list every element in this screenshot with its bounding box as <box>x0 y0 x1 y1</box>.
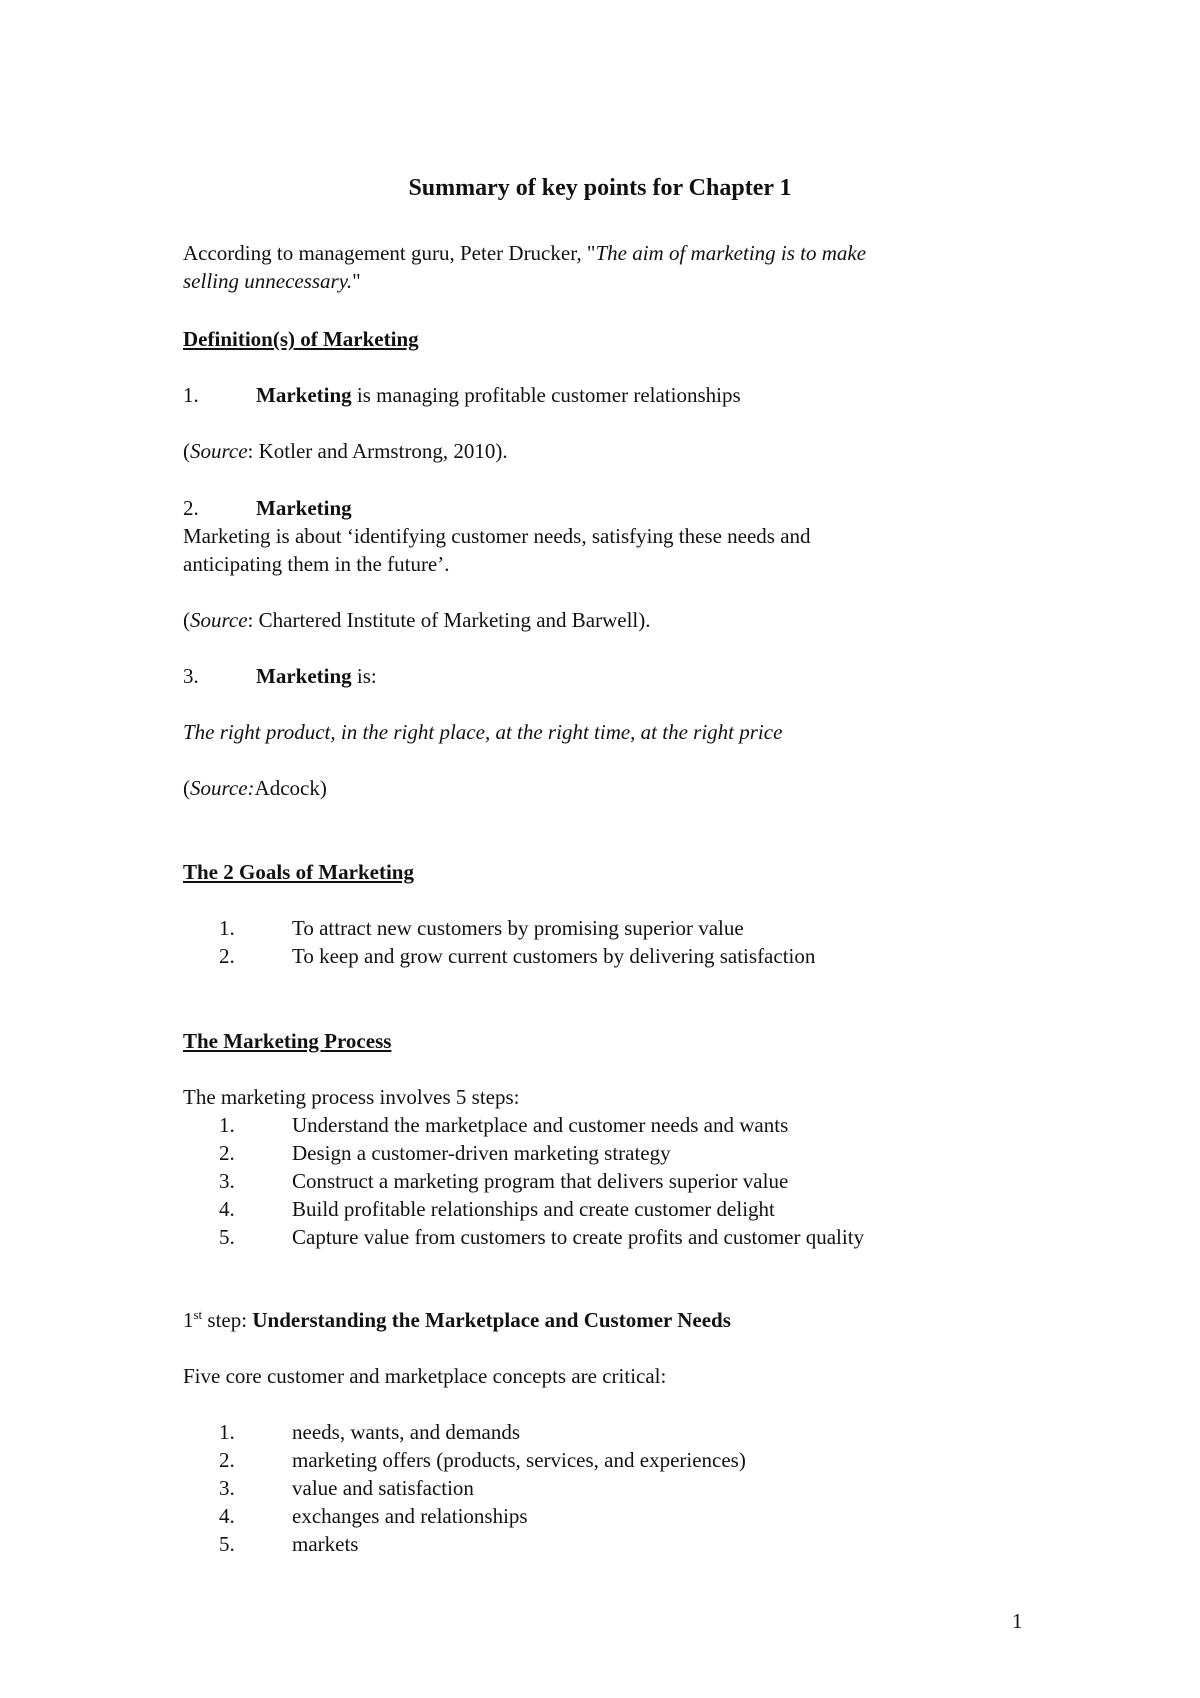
def2-source-label: Source <box>190 608 248 632</box>
def3-quote <box>183 718 782 746</box>
def3-source-label: Source: <box>190 776 255 800</box>
process-item: Build profitable relationships and create customer delight <box>292 1197 775 1221</box>
process-item: Design a customer-driven marketing strategy <box>292 1141 671 1165</box>
concept-item: markets <box>292 1532 359 1556</box>
def2-term-bold: Marketing <box>256 496 352 520</box>
goal-item: To keep and grow current customers by delivering satisfaction <box>292 944 816 968</box>
concept-item: marketing offers (products, services, and experiences) <box>292 1448 746 1472</box>
def2-source <box>183 606 651 634</box>
step1-ordinal-suffix: st <box>193 1307 203 1322</box>
process-number: 1. <box>219 1113 235 1137</box>
def2-source-open: ( <box>183 608 190 632</box>
page-title: Summary of key points for Chapter 1 <box>408 175 792 201</box>
def1-rest: is managing profitable customer relationships <box>351 383 741 407</box>
process-intro: The marketing process involves 5 steps: <box>183 1085 520 1109</box>
def3-text <box>256 662 377 690</box>
concept-item: exchanges and relationships <box>292 1504 528 1528</box>
intro-prefix: According to management guru, Peter Drucker, " <box>183 241 596 265</box>
process-number: 4. <box>219 1197 235 1221</box>
process-number: 5. <box>219 1225 235 1249</box>
def3-source <box>183 774 327 802</box>
def3-rest: is: <box>351 664 377 688</box>
def2-line-1: Marketing is about ‘identifying customer needs, satisfying these needs and <box>183 524 811 548</box>
def2-term <box>256 494 352 522</box>
def1-source-text: : Kotler and Armstrong, 2010). <box>247 439 508 463</box>
def2-source-text: : Chartered Institute of Marketing and Barwell). <box>247 608 651 632</box>
def1-number: 1. <box>183 383 199 407</box>
def3-quote-italic: The right product, in the right place, at the right time, at the right price <box>183 720 783 744</box>
goal-number: 1. <box>219 916 235 940</box>
def1-source-open: ( <box>183 439 190 463</box>
definitions-heading: Definition(s) of Marketing <box>183 327 419 351</box>
process-item: Construct a marketing program that delivers superior value <box>292 1169 789 1193</box>
def2-number: 2. <box>183 496 199 520</box>
step1-label: step: <box>202 1308 253 1332</box>
step1-heading: Understanding the Marketplace and Customer Needs <box>252 1308 731 1332</box>
def1-source-label: Source <box>190 439 248 463</box>
def3-source-text: Adcock) <box>254 776 327 800</box>
goal-item: To attract new customers by promising superior value <box>292 916 744 940</box>
step1-ordinal: 1 <box>183 1308 194 1332</box>
concept-number: 5. <box>219 1532 235 1556</box>
concept-item: needs, wants, and demands <box>292 1420 521 1444</box>
intro-line-2 <box>183 267 361 295</box>
concept-number: 3. <box>219 1476 235 1500</box>
def3-term: Marketing <box>256 664 352 688</box>
process-item: Capture value from customers to create profits and customer quality <box>292 1225 865 1249</box>
process-number: 2. <box>219 1141 235 1165</box>
step1-heading-line <box>183 1306 731 1334</box>
intro-suffix: " <box>352 269 361 293</box>
intro-quote-end: selling unnecessary. <box>183 269 353 293</box>
concept-number: 1. <box>219 1420 235 1444</box>
def2-line-2: anticipating them in the future’. <box>183 552 450 576</box>
def1-text <box>256 381 741 409</box>
def3-number: 3. <box>183 664 199 688</box>
step1-intro: Five core customer and marketplace concepts are critical: <box>183 1364 667 1388</box>
concept-number: 2. <box>219 1448 235 1472</box>
process-item: Understand the marketplace and customer needs and wants <box>292 1113 789 1137</box>
goals-heading: The 2 Goals of Marketing <box>183 860 414 884</box>
intro-quote: The aim of marketing is to make <box>595 241 867 265</box>
process-number: 3. <box>219 1169 235 1193</box>
page-number: 1 <box>1012 1609 1023 1633</box>
concept-item: value and satisfaction <box>292 1476 474 1500</box>
def1-source <box>183 437 508 465</box>
intro-line-1 <box>183 239 866 267</box>
goal-number: 2. <box>219 944 235 968</box>
def3-source-open: ( <box>183 776 190 800</box>
concept-number: 4. <box>219 1504 235 1528</box>
process-heading: The Marketing Process <box>183 1029 392 1053</box>
def1-term: Marketing <box>256 383 352 407</box>
